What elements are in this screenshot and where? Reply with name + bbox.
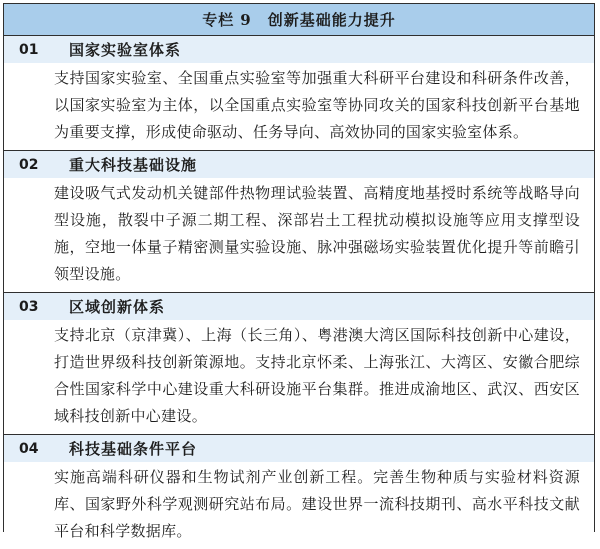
section-title: 科技基础条件平台 <box>69 440 198 458</box>
section-body: 实施高端科研仪器和生物试剂产业创新工程。完善生物种质与实验材料资源库、国家野外科学观测研究站布局。建设世界一流科技期刊、高水平科技文献平台和科学数据库。 <box>54 468 580 540</box>
column-number: 9 <box>240 10 252 29</box>
section-index: 04 <box>19 440 39 457</box>
section-header <box>4 435 594 462</box>
section-body: 支持国家实验室、全国重点实验室等加强重大科研平台建设和科研条件改善，以国家实验室为主体，以全国重点实验室等协同攻关的国家科技创新平台基地为重要支撑，形成使命驱动、任务导向、高效协同的国家实验室体系。 <box>54 69 580 141</box>
section-title: 国家实验室体系 <box>69 41 182 59</box>
section-02 <box>4 151 594 293</box>
section-header <box>4 293 594 320</box>
column-box <box>3 3 595 540</box>
section-header <box>4 151 594 178</box>
section-body: 建设吸气式发动机关键部件热物理试验装置、高精度地基授时系统等战略导向型设施，散裂中子源二期工程、深部岩土工程扰动模拟设施等应用支撑型设施，空地一体量子精密测量实验设施、脉冲强磁场实验装置优化提升等前瞻引领型设施。 <box>54 184 580 283</box>
section-index: 01 <box>19 41 39 58</box>
column-header <box>4 4 594 36</box>
section-03 <box>4 293 594 435</box>
section-01 <box>4 36 594 151</box>
section-title: 重大科技基础设施 <box>69 156 198 174</box>
section-04 <box>4 435 594 549</box>
section-header <box>4 36 594 63</box>
column-prefix: 专栏 <box>202 11 235 29</box>
column-title: 创新基础能力提升 <box>267 11 396 29</box>
section-index: 03 <box>19 298 39 315</box>
section-title: 区域创新体系 <box>69 298 166 316</box>
section-body: 支持北京（京津冀）、上海（长三角）、粤港澳大湾区国际科技创新中心建设，打造世界级科技创新策源地。支持北京怀柔、上海张江、大湾区、安徽合肥综合性国家科学中心建设重大科研设施平台集群。推进成渝地区、武汉、西安区域科技创新中心建设。 <box>54 326 580 425</box>
section-index: 02 <box>19 156 39 173</box>
